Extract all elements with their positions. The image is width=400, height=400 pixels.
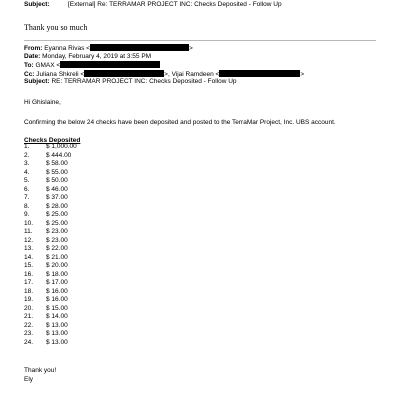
check-number: 13. — [24, 245, 34, 252]
check-amount: $ 20.00 — [46, 262, 68, 269]
body-text: Confirming the below 24 checks have been deposited and posted to the TerraMar Project, Inc. UBS account. — [24, 119, 336, 126]
check-amount: $ 37.00 — [46, 194, 68, 201]
to-value: GMAX < — [35, 62, 61, 69]
check-number: 10. — [24, 219, 34, 227]
check-number: 8. — [24, 202, 30, 210]
check-amount: $ 21.00 — [46, 253, 68, 261]
check-amount: $ 13.00 — [46, 321, 68, 329]
redaction-block — [219, 70, 300, 77]
divider — [24, 40, 376, 41]
check-number: 3. — [24, 160, 30, 167]
check-amount: $ 1,000.00 — [46, 143, 77, 150]
check-amount: $ 444.00 — [46, 151, 72, 159]
check-amount: $ 23.00 — [46, 228, 68, 235]
redaction-block — [90, 44, 189, 51]
cc-mid: >, Vijai Ramdeen < — [164, 70, 220, 78]
date-value: Monday, February 4, 2019 at 3:55 PM — [42, 52, 152, 60]
check-amount: $ 23.00 — [46, 236, 68, 244]
check-number: 9. — [24, 211, 30, 218]
check-number: 4. — [24, 168, 30, 176]
check-number: 2. — [24, 151, 30, 159]
check-amount: $ 17.00 — [46, 279, 68, 286]
redaction-block — [60, 61, 160, 68]
signature: Ely — [24, 376, 34, 383]
from-label: From: — [24, 45, 43, 52]
subject-label: Subject: — [24, 1, 50, 8]
check-amount: $ 16.00 — [46, 296, 68, 303]
check-amount: $ 13.00 — [46, 330, 68, 337]
check-amount: $ 14.00 — [46, 313, 68, 320]
reply-subject-label: Subject: — [24, 78, 50, 85]
check-number: 23. — [24, 330, 34, 337]
check-amount: $ 13.00 — [46, 338, 68, 346]
check-number: 18. — [24, 287, 34, 295]
check-amount: $ 58.00 — [46, 160, 68, 167]
check-number: 17. — [24, 279, 34, 286]
check-number: 1. — [24, 143, 30, 150]
check-amount: $ 46.00 — [46, 185, 68, 193]
check-number: 24. — [24, 338, 34, 346]
cc-close: > — [300, 70, 305, 78]
intro-message: Thank you so much — [24, 23, 88, 32]
reply-subject-value: RE: TERRAMAR PROJECT INC: Checks Deposited - Follow Up — [51, 78, 237, 85]
redaction-block — [84, 70, 164, 77]
check-amount: $ 25.00 — [46, 211, 68, 218]
check-number: 15. — [24, 262, 34, 269]
cc-label: Cc: — [24, 70, 35, 78]
check-number: 14. — [24, 253, 34, 261]
date-label: Date: — [24, 52, 41, 60]
subject-line — [24, 0, 282, 10]
check-amount: $ 50.00 — [46, 177, 68, 184]
check-amount: $ 55.00 — [46, 168, 68, 176]
check-number: 20. — [24, 304, 34, 312]
check-amount: $ 15.00 — [46, 304, 68, 312]
subject-value: [External] Re: TERRAMAR PROJECT INC: Checks Deposited - Follow Up — [68, 1, 282, 8]
from-close: > — [188, 45, 193, 52]
closing: Thank you! — [24, 367, 57, 374]
check-number: 11. — [24, 228, 33, 235]
date-line — [24, 53, 151, 61]
check-amount: $ 22.00 — [46, 245, 68, 252]
check-number: 21. — [24, 313, 34, 320]
check-number: 22. — [24, 321, 34, 329]
check-number: 7. — [24, 194, 30, 201]
check-number: 12. — [24, 236, 34, 244]
cc-value: Juliana Shkreli < — [36, 70, 85, 78]
check-number: 5. — [24, 177, 30, 184]
to-label: To: — [24, 62, 34, 69]
check-amount: $ 28.00 — [46, 202, 68, 210]
reply-subject-line — [24, 78, 237, 86]
checks-title: Checks Deposited — [24, 137, 81, 144]
check-amount: $ 25.00 — [46, 219, 68, 227]
check-number: 6. — [24, 185, 30, 193]
from-value: Eyanna Rivas < — [44, 45, 90, 52]
greeting: Hi Ghislaine, — [24, 99, 61, 106]
check-amount: $ 18.00 — [46, 270, 68, 278]
check-number: 19. — [24, 296, 34, 303]
check-amount: $ 16.00 — [46, 287, 68, 295]
check-number: 16. — [24, 270, 34, 278]
